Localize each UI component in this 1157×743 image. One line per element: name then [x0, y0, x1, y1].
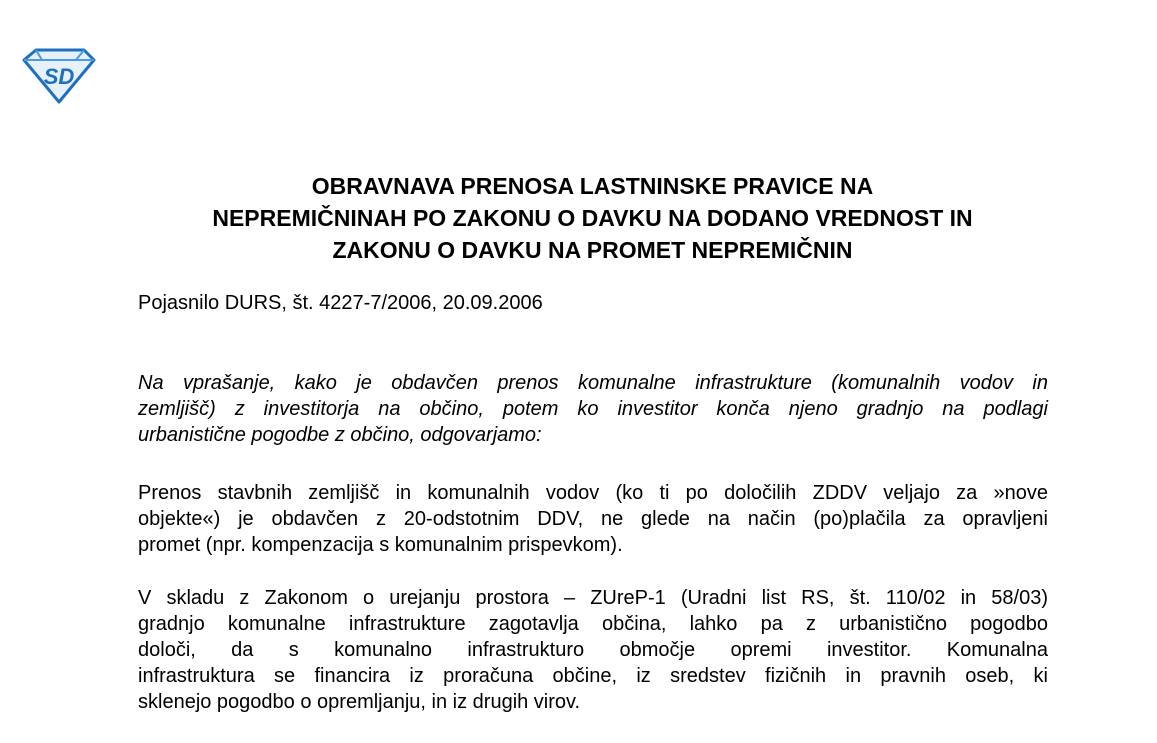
title-line: ZAKONU O DAVKU NA PROMET NEPREMIČNIN — [332, 237, 853, 263]
source-reference: Pojasnilo DURS, št. 4227-7/2006, 20.09.2006 — [138, 292, 543, 314]
title-line: OBRAVNAVA PRENOSA LASTNINSKE PRAVICE NA — [311, 173, 874, 199]
answer-paragraph-1 — [138, 480, 1048, 558]
svg-text:SD: SD — [43, 64, 75, 89]
text-line: promet (npr. kompenzacija s komunalnim prispevkom). — [138, 534, 623, 556]
answer-paragraph-2 — [138, 585, 1048, 715]
title-line: NEPREMIČNINAH PO ZAKONU O DAVKU NA DODANO VREDNOST IN — [212, 205, 973, 231]
text-line: gradnjo komunalne infrastrukture zagotavlja občina, lahko pa z urbanistično pogodbo — [138, 613, 1048, 635]
text-line: objekte«) je obdavčen z 20-odstotnim DDV, ne glede na način (po)plačila za opravljeni — [138, 508, 1048, 530]
logo — [22, 48, 96, 104]
text-line: Prenos stavbnih zemljišč in komunalnih vodov (ko ti po določilih ZDDV veljajo za »nove — [138, 482, 1048, 504]
logo-emblem-icon — [22, 48, 96, 104]
text-line: sklenejo pogodbo o opremljanju, in iz drugih virov. — [138, 691, 581, 713]
text-line: določi, da s komunalno infrastrukturo območje opremi investitor. Komunalna — [138, 639, 1048, 661]
text-line: infrastruktura se financira iz proračuna občine, iz sredstev fizičnih in pravnih oseb, ki — [138, 665, 1048, 687]
text-line: urbanistične pogodbe z občino, odgovarjamo: — [138, 424, 542, 446]
text-line: Na vprašanje, kako je obdavčen prenos komunalne infrastrukture (komunalnih vodov in — [138, 372, 1048, 394]
text-line: V skladu z Zakonom o urejanju prostora – ZUreP-1 (Uradni list RS, št. 110/02 in 58/03) — [138, 587, 1048, 609]
document-title — [100, 170, 1085, 266]
question-paragraph — [138, 370, 1048, 448]
text-line: zemljišč) z investitorja na občino, potem ko investitor konča njeno gradnjo na podlagi — [138, 398, 1048, 420]
